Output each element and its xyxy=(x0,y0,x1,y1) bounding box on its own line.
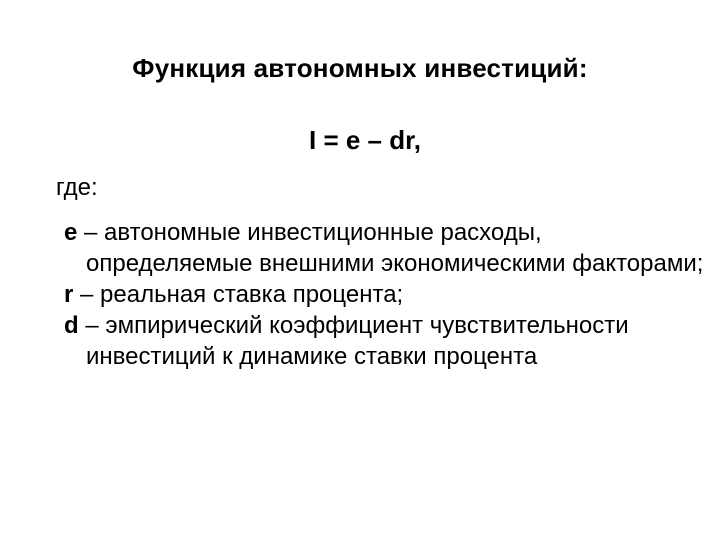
slide-title: Функция автономных инвестиций: xyxy=(132,53,588,83)
definition-d xyxy=(64,310,704,372)
where-label: где: xyxy=(56,174,98,201)
definition-symbol: e xyxy=(64,219,78,246)
investment-formula: I = e – dr, xyxy=(309,125,422,155)
definition-symbol: d xyxy=(64,312,79,339)
definition-text: – автономные инвестиционные расходы, определяемые внешними экономическими факторами; xyxy=(77,219,704,277)
definition-text: – реальная ставка процента; xyxy=(73,281,404,308)
definition-r xyxy=(64,279,704,310)
definition-e xyxy=(64,217,704,279)
definitions-list xyxy=(64,217,704,372)
definition-text: – эмпирический коэффициент чувствительности инвестиций к динамике ставки процента xyxy=(78,312,629,370)
definition-symbol: r xyxy=(64,281,74,308)
